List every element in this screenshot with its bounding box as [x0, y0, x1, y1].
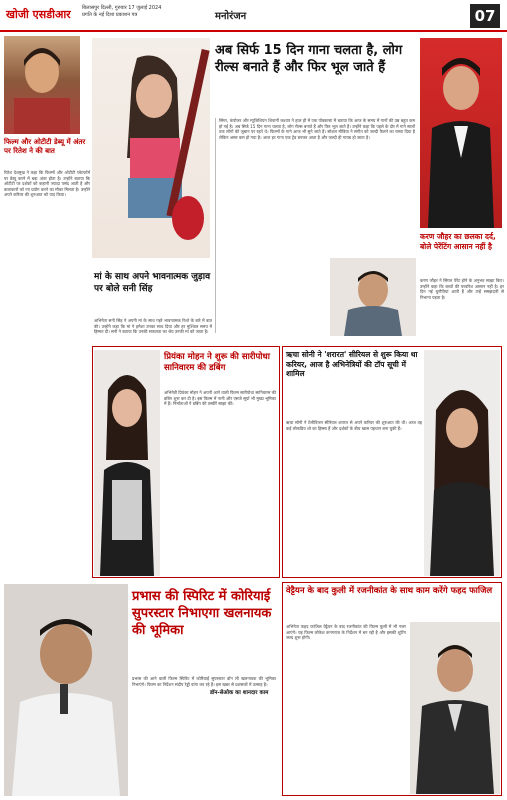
- sunny-photo: [330, 258, 416, 336]
- riteish-photo: [4, 36, 80, 134]
- priyanka-photo: [94, 350, 160, 576]
- dateline-text: बिलासपुर दिल्ली, गुरुवार 17 जुलाई 2024: [82, 5, 162, 11]
- don-lee-silhouette: [4, 584, 128, 796]
- priyanka-silhouette: [94, 350, 160, 576]
- fahadh-headline: वेट्टैयन के बाद कुली में रजनीकांत के साथ काम करेंगे फहद फाजिल: [286, 586, 493, 596]
- priyanka-body: अभिनेत्री प्रियंका मोहन ने अपनी आने वाली फिल्म सारीपोधा सानिवारम की डबिंग शुरू कर दी है। इस फिल्म में नानी और एसजे सूर्या भी मुख्य भूमिका में हैं। निर्माताओं ने डबिंग की तस्वीरें साझा कीं।: [164, 390, 276, 407]
- fahadh-body: अभिनेता फहद फाजिल वेट्टैयन के बाद रजनीकांत की फिल्म कुली में भी नजर आएंगे। यह फिल्म लोकेश कनगराज के निर्देशन में बन रही है और इसकी शूटिंग जल्द शुरू होगी।: [286, 624, 406, 641]
- sunny-silhouette: [330, 258, 416, 336]
- singer-illustration: [92, 38, 210, 258]
- masthead: [0, 0, 507, 32]
- sunny-headline: मां के साथ अपने भावनात्मक जुड़ाव पर बोले सनी सिंह: [94, 272, 211, 294]
- karan-body: करण जौहर ने सिंगल पेरेंट होने के अनुभव साझा किए। उन्होंने कहा कि बच्चों की परवरिश आसान नहीं है। हर दिन नई चुनौतियां आती हैं और उन्हें समझदारी से निभाना पड़ता है।: [420, 278, 504, 300]
- lead-body: सिंगर, कंपोजर और म्यूजिशियन शिवानी कश्यप ने हाल ही में एक पॉडकास्ट में बताया कि आज के समय में गानों की उम्र बहुत कम हो गई है। अब सिर्फ 15 दिन गाना चलता है, लोग रील्स बनाते हैं और फिर भूल जाते हैं। उन्होंने कहा कि पहले के दौर में गाने सालों तक लोगों की जुबान पर रहते थे। फिल्मों के गाने आज भी सुने जाते हैं। सोशल मीडिया ने संगीत को जल्दी फैलने का रास्ता दिया है लेकिन असर कम हो गया है। आज हर गाना एक ट्रेंड बनकर आता है और जल्दी ही गायब हो जाता है।: [215, 118, 415, 333]
- lead-headline: अब सिर्फ 15 दिन गाना चलता है, लोग रील्स बनाते हैं और फिर भूल जाते हैं: [215, 43, 403, 75]
- richa-headline: ऋचा सोनी ने 'शरारत' सीरियल से शुरू किया था करियर, आज है अभिनेत्रियों की टॉप सूची में शामिल: [286, 350, 418, 378]
- prabhas-headline: प्रभास की स्पिरिट में कोरियाई सुपरस्टार निभाएगा खलनायक की भूमिका: [132, 589, 272, 638]
- person-silhouette: [4, 36, 80, 134]
- prabhas-body: प्रभास की आने वाली फिल्म स्पिरिट में कोरियाई सुपरस्टार डॉन ली खलनायक की भूमिका निभाएंगे। फिल्म का निर्देशन संदीप रेड्डी वांगा कर रहे हैं। इस खबर से प्रशंसकों में उत्साह है।: [132, 676, 276, 687]
- richa-silhouette: [424, 350, 500, 576]
- prabhas-subhead: डॉन-सेओक का शानदार काम: [210, 690, 269, 696]
- richa-body: ऋचा सोनी ने टेलीविजन सीरियल शरारत से अपने करियर की शुरुआत की थी। आज वह कई लोकप्रिय शो का हिस्सा हैं और दर्शकों के बीच खास पहचान बना चुकी हैं।: [286, 420, 422, 431]
- prabhas-photo: [4, 584, 128, 796]
- dateline: [82, 5, 202, 19]
- riteish-body: रितेश देशमुख ने कहा कि फिल्मों और ओटीटी प्लेटफॉर्म पर डेब्यू करने में बड़ा अंतर होता है। उन्होंने बताया कि ओटीटी पर दर्शकों को कहानी ज्यादा पसंद आती है और कलाकारों को नए प्रयोग करने का मौका मिलता है। उन्होंने अपने करियर की शुरुआत को याद किया।: [4, 170, 90, 198]
- fahadh-photo: [410, 622, 500, 794]
- karan-photo: [420, 38, 502, 228]
- page-number: 07: [470, 4, 500, 28]
- dateline-subtext: प्रगति के नई दिशा प्रकाशन पत्र: [82, 12, 138, 18]
- singer-photo: [92, 38, 210, 258]
- newspaper-brand: खोजी एसडीआर: [6, 8, 71, 21]
- priyanka-headline: प्रियंका मोहन ने शुरू की सारीपोधा सानिवारम की डबिंग: [164, 352, 270, 373]
- fahadh-silhouette: [410, 622, 500, 794]
- section-title: मनोरंजन: [215, 11, 247, 22]
- riteish-headline: फिल्म और ओटीटी डेब्यू में अंतर पर रितेश ने की बात: [4, 138, 86, 155]
- karan-headline: करण जौहर का छलका दर्द, बोले पेरेंटिंग आसान नहीं है: [420, 232, 496, 251]
- richa-photo: [424, 350, 500, 576]
- karan-silhouette: [420, 38, 502, 228]
- sunny-body: अभिनेता सनी सिंह ने अपनी मां के साथ गहरे भावनात्मक रिश्ते के बारे में बात की। उन्होंने कहा कि मां ने हमेशा उनका साथ दिया और हर मुश्किल समय में हिम्मत दी। सनी ने बताया कि उनकी सफलता का श्रेय उनकी मां को जाता है।: [94, 318, 212, 335]
